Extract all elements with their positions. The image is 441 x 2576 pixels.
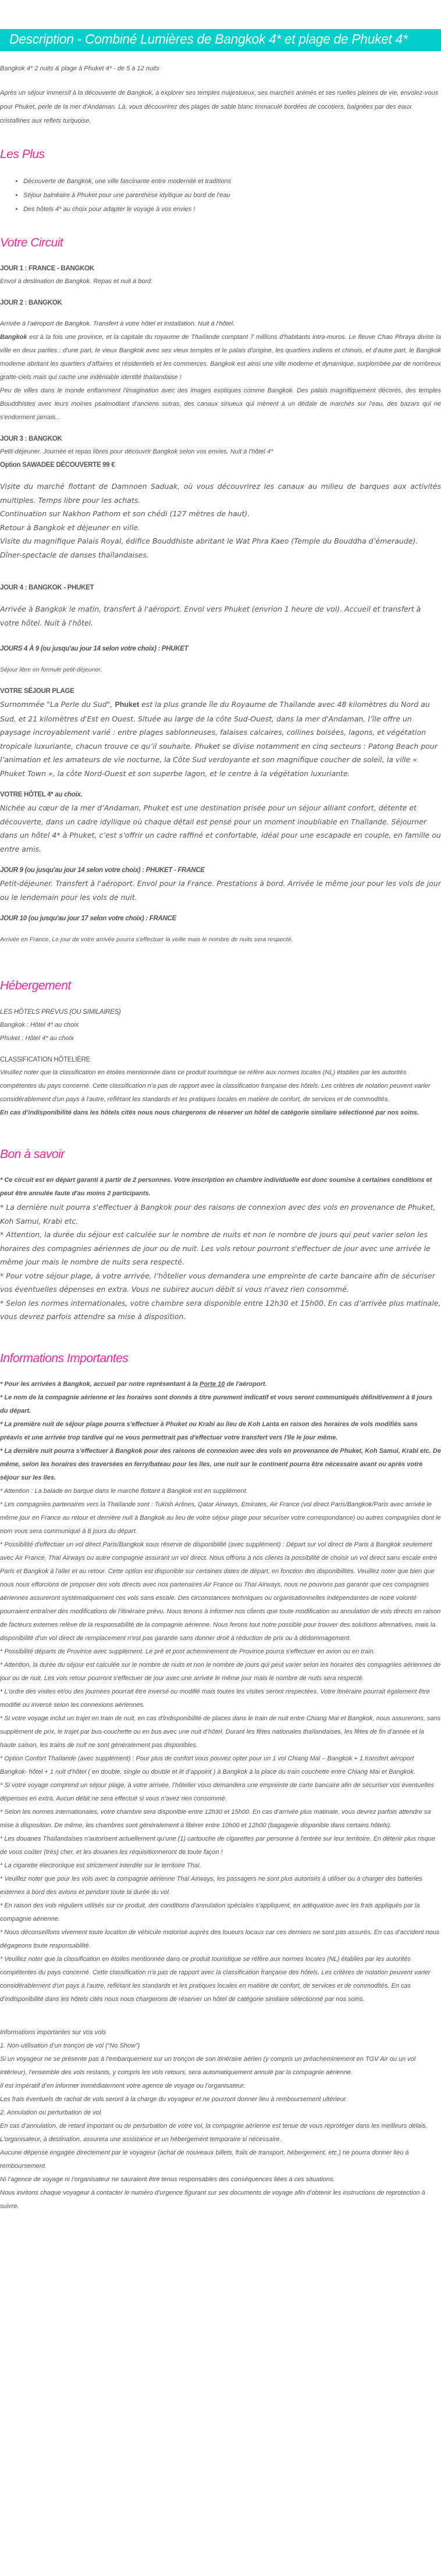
hotel-bangkok: Bangkok : Hôtel 4* au choix: [0, 1021, 79, 1028]
info-item: * Si votre voyage comprend un séjour plage, à votre arrivée, l’hôtelier vous demandera une empreinte de carte bancaire afin de sécuriser vos éventuelles dépenses en extra. Aucun débit ne sera effectué si vous n’avez rien consommé.: [0, 1782, 434, 1803]
note: * Pour votre séjour plage, à votre arrivée, l’hôtelier vous demandera une empreinte de carte bancaire afin de sécuriser vos éventuelles dépenses en extra. Vous ne subirez aucun débit si vous n'avez rien consommé.: [0, 1271, 435, 1294]
info-item: * Attention, la durée du séjour est calculée sur le nombre de nuits et non le nombre de jours qui peut varier selon les horaires des compagnies aériennes de jour ou de nuit. Les vols retour pourront s'effectuer de jour avec une arrivée le même jour mais le nombre de nuits sera respecté.: [0, 1662, 441, 1682]
info-item: * L'ordre des visites et/ou des journées pourrait être inversé ou modifié mais toutes les visites seront respectées. Votre itinéraire pourrait également être modifié ou inversé selon les connexions aériennes.: [0, 1688, 430, 1709]
info-item: * Option Confort Thaïlande (avec supplément) : Pour plus de confort vous pouvez opter pour un 1 vol Chiang Mai – Bangkok + 1 transfert aéroport Bangkok- hôtel + 1 nuit d’hôtel ( en double, single ou double et lit d’appoint ) à Bangkok à la place du train couchette entre Chiang Mai et Bangkok.: [0, 1755, 415, 1776]
info-item: * En raison des vols réguliers utilisés sur ce produit, des conditions d'annulation spéciales s'appliquent, en adéquation avec les frais appliqués par la compagnie aérienne.: [0, 1902, 420, 1923]
day-1: [0, 262, 441, 288]
option-title: Option SAWADEE DÉCOUVERTE 99 €: [0, 462, 115, 469]
sejour-plage: [0, 685, 441, 780]
vols-line: Nous invitons chaque voyageur à contacter le numéro d’urgence figurant sur ses documents de voyage afin d’obtenir les instructions de reprotection à suivre.: [0, 2189, 425, 2210]
bangkok-description: Bangkok est à la fois une province, et la capitale du royaume de Thaïlande comptant 7 millions d'habitants intra-muros. Le fleuve Chao Phraya divise la ville en deux parties : d'une part, le vieux Bangkok avec ses vieux temples et le palais d'origine, les quartiers indiens et chinois, et d'autre part, le Bangkok moderne abritant les quartiers d'affaires et résidentiels et les commerces. Bangkok est ainsi une ville moderne et dynamique, surplombée par de nombreux gratte-ciels mais qui cache une indéniable identité thaïlandaise !: [0, 334, 441, 381]
vols-line: Il est impératif d’en informer immédiatement votre agence de voyage ou l’organisateur.: [0, 2082, 246, 2090]
vols-info: [0, 2026, 441, 2213]
day-text: Arrivée à Bangkok le matin, transfert à l'aéroport. Envol vers Phuket (envrion 1 heure de vol). Accueil et transfert à votre hôtel. Nuit à l'hôtel.: [0, 605, 421, 627]
vols-line: Aucune dépense engagée directement par le voyageur (achat de nouveaux billets, frais de transport, hébergement, etc.) ne pourra donner lieu à remboursement.: [0, 2149, 409, 2170]
section-heading-informations: Informations Importantes: [0, 1351, 129, 1365]
info-item: * Si votre voyage inclut un trajet en train de nuit, en cas d'indisponibilité de places dans le train de nuit entre Chiang Mai et Bangkok, nous assurerons, sans supplément de prix, le trajet par bus-couchette ou en bus avec une nuit d’hôtel. Durant les fêtes nationales thaïlandaises, les fêtes de fin d’année et la haute saison, les trains de nuit ne sont généralement pas disponibles.: [0, 1715, 441, 1749]
description-page: [0, 29, 441, 2225]
info-item: * Attention : La balade en barque dans le marché flottant à Bangkok est en supplément.: [0, 1488, 248, 1495]
hotel-phuket: Phuket : Hôtel 4* au choix: [0, 1034, 74, 1042]
bon-a-savoir-bold-note: * Ce circuit est en départ garanti à partir de 2 personnes. Votre inscription en chambre individuelle est donc soumise à certaines conditions et peut être annulée faute d'au moins 2 participants.: [0, 1177, 432, 1198]
day-title: JOUR 9 (ou jusqu'au jour 14 selon votre choix) : PHUKET - FRANCE: [0, 867, 205, 874]
hotel-section: [0, 788, 441, 856]
page-title: Description - Combiné Lumières de Bangkok 4* et plage de Phuket 4*: [0, 29, 441, 51]
classification-title: CLASSIFICATION HÔTELIÈRE: [0, 1056, 90, 1063]
vols-line: Les frais éventuels de rachat de vols seront à la charge du voyageur et ne pourront donner lieu à remboursement ultérieur.: [0, 2096, 347, 2103]
hotels-title: LES HÔTELS PRÉVUS (OU SIMILAIRES): [0, 1008, 121, 1016]
vols-line: L’organisateur, à destination, assurera une assistance et un hébergement temporaire si nécessaire.: [0, 2136, 282, 2143]
hotel-title: VOTRE HÔTEL 4* au choix.: [0, 791, 83, 799]
bangkok-bold: Bangkok: [0, 334, 27, 341]
info-bold-item: * La dernière nuit pourra s'effectuer à Bangkok pour des raisons de connexion avec des vols en provenance de Phuket, Koh Samui, Krabi etc. De même, selon les horaires des traversées en ferry/bateau pour les îles, une nuit sur le continent pourra être nécessaire avant ou après votre séjour sur les îles.: [0, 1448, 441, 1482]
day-text: Petit-déjeuner. Transfert à l'aéroport. Envol pour la France. Prestations à bord. Arrivée le même jour pour les vols de jour ou le lendemain pour les vols de nuit.: [0, 879, 441, 902]
days-4-to-9: [0, 642, 441, 677]
bangkok-imagination: Peu de villes dans le monde enflamment l'imagination avec des images exotiques comme Bangkok. Des palais magnifiquement décorés, des temples Bouddhistes avec leurs moines psalmodiant d'anciens sutras, des canaux sinueux qui mènent à un dédale de marchés sur l'eau, des bazars qui ne s'endorment jamais...: [0, 387, 441, 421]
day-3: [0, 433, 441, 562]
day-title: JOUR 10 (ou jusqu'au jour 17 selon votre choix) : FRANCE: [0, 915, 176, 923]
day-title: JOUR 4 : BANGKOK - PHUKET: [0, 584, 94, 592]
phuket-bold: Phuket: [115, 701, 140, 709]
porte-10-link[interactable]: Porte 10: [199, 1381, 225, 1388]
info-item: * Possibilité d'effectuer un vol direct Paris/Bangkok sous réserve de disponibilité (avec supplément) : Départ sur vol direct de Paris à Bangkok seulement avec Air France, Thaï Airways ou autre compagnie assurant un vol direct. Nous offrons à nos clients la possibilité de choisir un vol direct sans escale entre Paris et Bangkok à l'aller et au retour. Cette option est disponible sur certaines dates de départ, en fonction des disponibilités. Veuillez noter que bien que nous nous efforcions de proposer des vols directs avec nos partenaires Air France ou Thaï Airways, nous ne pouvons pas garantir que ces compagnies aériennes assureront systématiquement ces vols sans escale. Des circonstances techniques ou organisationnelles indépendantes de notre volonté pourraient entraîner des modifications de l'itinéraire prévu. Nous tenons à informer nos clients que toute modification ou annulation de vols directs en raison de facteurs externes relève de la responsabilité de la compagnie aérienne. Nous ferons tout notre possible pour trouver des solutions alternatives, mais la disponibilité d'un vol direct de remplacement n'est pas garantie sans donner droit à réduction de prix ou à dédommagement.: [0, 1541, 441, 1642]
info-bold-item: * La première nuit de séjour plage pourra s'effectuer à Phuket ou Krabi au lieu de Koh Lanta en raison des horaires de vols modifiés sans préavis et une arrivée trop tardive qui ne vous permettrait pas d'effectuer votre transfert vers l'île le jour même.: [0, 1421, 418, 1442]
intro-paragraph: Après un séjour immersif à la découverte de Bangkok, à explorer ses temples majestueux, ses marchés animés et ses ruelles pleines de vie, envolez-vous pour Phuket, perle de la mer d'Andaman. Là, vous découvrirez des plages de sable blanc immaculé bordées de cocotiers, baignées par des eaux cristallines aux reflets turquoise.: [0, 90, 439, 125]
day-2: [0, 296, 441, 424]
day-9: [0, 864, 441, 904]
day-4: [0, 581, 441, 630]
classification-bold-note: En cas d’indisponibilité dans les hôtels cités nous nous chargerons de réserver un hôtel de catégorie similaire sélectionné par nos soins.: [0, 1109, 419, 1116]
vols-line: Ni l’agence de voyage ni l’organisateur ne sauraient être tenus responsables des conséquences liées à ces situations.: [0, 2176, 335, 2184]
info-item: * La cigarette électronique est strictement interdite sur le territoire Thaï.: [0, 1862, 202, 1870]
note: * Attention, la durée du séjour est calculée sur le nombre de nuits et non le nombre de jours qui peut varier selon les horaires des compagnies aériennes de jour ou de nuit. Les vols retour pourront s'effectuer de jour avec une arrivée le même jour mais le nombre de nuits sera respecté.: [0, 1230, 431, 1267]
day-title: JOUR 1 : FRANCE - BANGKOK: [0, 265, 94, 273]
note: * Selon les normes internationales, votre chambre sera disponible entre 12h30 et 15h00. En cas d’arrivée plus matinale, vous devrez parfois attendre sa mise à disposition.: [0, 1298, 441, 1321]
list-item: • Découverte de Bangkok, une ville fascinante entre modernité et traditions: [23, 174, 441, 188]
vols-line: Si un voyageur ne se présente pas à l’embarquement sur un tronçon de son itinéraire aérien (y compris un préacheminement en TGV Air ou un vol intérieur), l’ensemble des vols restants, y compris les vols retours, sera automatiquement annulé par la compagnie aérienne.: [0, 2056, 416, 2077]
vols-line: 2. Annulation ou perturbation de vol: [0, 2109, 101, 2117]
day-text: Arrivée en France. Le jour de votre arrivée pourra s'effectuer la veille mais le nombre de nuits sera respecté.: [0, 936, 293, 944]
porte-note: * Pour les arrivées à Bangkok, accueil par notre représentant à la Porte 10 de l'aéroport.: [0, 1381, 267, 1388]
info-item: * Nous déconseillons vivement toute location de véhicule motorisé auprès des loueurs locaux car ces derniers ne sont pas assurés. En cas d'accident nous dégageons toute responsabilité.: [0, 1929, 440, 1950]
info-item: * Les douanes Thaïlandaises n'autorisent actuellement qu'une (1) cartouche de cigarettes par personne à l'entrée sur leur territoire. En détenir plus risque de vous coûter (très) cher, et les douanes les réquisitionneront de toute façon !: [0, 1835, 436, 1856]
info-item: * Veuillez noter que la classification en étoiles mentionnée dans ce produit touristique se réfère aux normes locales (NL) établies par les autorités compétentes du pays concerné. Cette classification n'a pas de rapport avec la classification française des hôtels. Les critères de notation peuvent varier considérablement d'un pays à l'autre, reflétant les standards et les pratiques locales en matière de confort, de services et de commodités. En cas d’indisponibilité dans les hôtels cités nous nous chargerons de réserver un hôtel de catégorie similaire sélectionné par nos soins.: [0, 1956, 431, 2003]
day-text: Arrivée à l'aéroport de Bangkok. Transfert à votre hôtel et installation. Nuit à l'hôtel.: [0, 320, 235, 328]
day-text: Envol à destination de Bangkok. Repas et nuit à bord.: [0, 278, 153, 285]
subtitle: Bangkok 4* 2 nuits & plage à Phuket 4* - de 5 à 12 nuits: [0, 65, 159, 72]
section-heading-circuit: Votre Circuit: [0, 235, 63, 249]
list-item: • Séjour balnéaire à Phuket pour une parenthèse idyllique au bord de l'eau: [23, 188, 441, 202]
classification-text: Veuillez noter que la classification en étoiles mentionnée dans ce produit touristique se réfère aux normes locales (NL) établies par les autorités compétentes du pays concerné. Cette classification n'a pas de rapport avec la classification française des hôtels. Les critères de notation peuvent varier considérablement d'un pays à l'autre, reflétant les standards et les pratiques locales en matière de confort, de services et de commodités.: [0, 1069, 431, 1103]
info-item: * Les compagnies partenaires vers la Thaïlande sont : Tukish Arlines, Qatar Airways, Emirates, Air France (vol direct Paris/Bangkok/Paris avec arrivée le même jour en France au retour et dernière nuit à Bangkok au lieu de votre séjour plage pour sécuriser votre correspondance) ou autres compagnies dont le nom vous sera communiqué à 8 jours du départ.: [0, 1501, 441, 1535]
day-10: [0, 912, 441, 946]
day-title: JOUR 3 : BANGKOK: [0, 435, 62, 443]
info-item: * Veuillez noter que pour les vols avec la compagnie aérienne Thaï Airways, les passagers ne sont plus autorisés à utiliser ou à charger des batteries externes à bord des avions et pendant toute la durée du vol.: [0, 1875, 422, 1896]
sejour-plage-title: VOTRE SÉJOUR PLAGE: [0, 688, 74, 695]
day-text: Séjour libre en formule petit-déjeuner.: [0, 666, 102, 674]
day-title: JOUR 2 : BANGKOK: [0, 299, 62, 307]
note: * La dernière nuit pourra s'effectuer à Bangkok pour des raisons de connexion avec des vols en provenance de Phuket, Koh Samui, Krabi etc.: [0, 1203, 436, 1226]
day-title: JOURS 4 À 9 (ou jusqu'au jour 14 selon votre choix) : PHUKET: [0, 645, 189, 653]
day-text: Petit-déjeuner. Journée et repas libres pour découvrir Bangkok selon vos envies. Nuit à l'hôtel 4*: [0, 448, 273, 456]
info-item: * Selon les normes internationales, votre chambre sera disponible entre 12h30 et 15h00. En cas d’arrivée plus matinale, vous devrez parfois attendre sa mise à disposition. De même, les chambres sont généralement à libérer entre 10h00 et 12h00 (bagagerie disponible dans certains hôtels).: [0, 1809, 431, 1830]
vols-line: 1. Non-utilisation d’un tronçon de vol (“No Show”): [0, 2042, 140, 2050]
les-plus-list: [0, 174, 441, 216]
info-item: * Possibilité départs de Province avec supplément. Le pré et post acheminement de Province pourra s'effectuer en avion ou en train.: [0, 1648, 375, 1656]
vols-title: Informations importantes sur vos vols: [0, 2029, 106, 2036]
list-item: • Des hôtels 4* au choix pour adapter le voyage à vos envies !: [23, 202, 441, 216]
info-bold-item: * Le nom de la compagnie aérienne et les horaires sont donnés à titre purement indicatif et vous seront communiqués définitivement à 8 jours du départ.: [0, 1394, 433, 1415]
option-details: Visite du marché flottant de Damnoen Saduak, où vous découvrirez les canaux au milieu de barques aux activités multiples. Temps libre pour les achats. Continuation sur Nakhon Pathom et son chédi (127 mètres de haut). Retour à Bangkok et déjeuner en ville. Visite du magnifique Palais Royal, édifice Bouddhiste abritant le Wat Phra Kaeo (Temple du Bouddha d’émeraude). Dîner-spectacle de danses thaïlandaises.: [0, 482, 441, 559]
section-heading-bon-a-savoir: Bon à savoir: [0, 1147, 65, 1161]
hotel-text: Nichée au cœur de la mer d’Andaman, Phuket est une destination prisée pour un séjour alliant confort, détente et découverte, dans un cadre idyllique où chaque détail est pensé pour un moment inoubliable en Thaïlande. Séjourner dans un hôtel 4* à Phuket, c’est s’offrir un cadre raffiné et confortable, idéal pour une escapade en couple, en famille ou entre amis.: [0, 803, 441, 853]
sejour-plage-text: Surnommée "La Perle du Sud", Phuket est la plus grande île du Royaume de Thaïlande avec 48 kilomètres du Nord au Sud, et 21 kilomètres d'Est en Ouest. Située au large de la côte Sud-Ouest, dans la mer d'Andaman, l’île offre un paysage incroyablement varié : entre plages sablonneuses, falaises calcaires, collines boisées, lagons, et végétation tropicale luxuriante, chacun trouve ce qu’il souhaite. Phuket se divise notamment en cinq secteurs : Patong Beach pour l’animation et les amateurs de vie nocturne, la Côte Sud verdoyante et son magnifique coucher de soleil, la ville « Phuket Town », la côte Nord-Ouest et son superbe lagon, et le centre à la végétation luxuriante.: [0, 700, 438, 778]
vols-line: En cas d’annulation, de retard important ou de perturbation de votre vol, la compagnie aérienne est tenue de vous reprotéger dans les meilleurs délais.: [0, 2123, 428, 2130]
bon-a-savoir-notes: [0, 1201, 441, 1324]
section-heading-les-plus: Les Plus: [0, 148, 45, 162]
section-heading-hebergement: Hébergement: [0, 979, 71, 993]
